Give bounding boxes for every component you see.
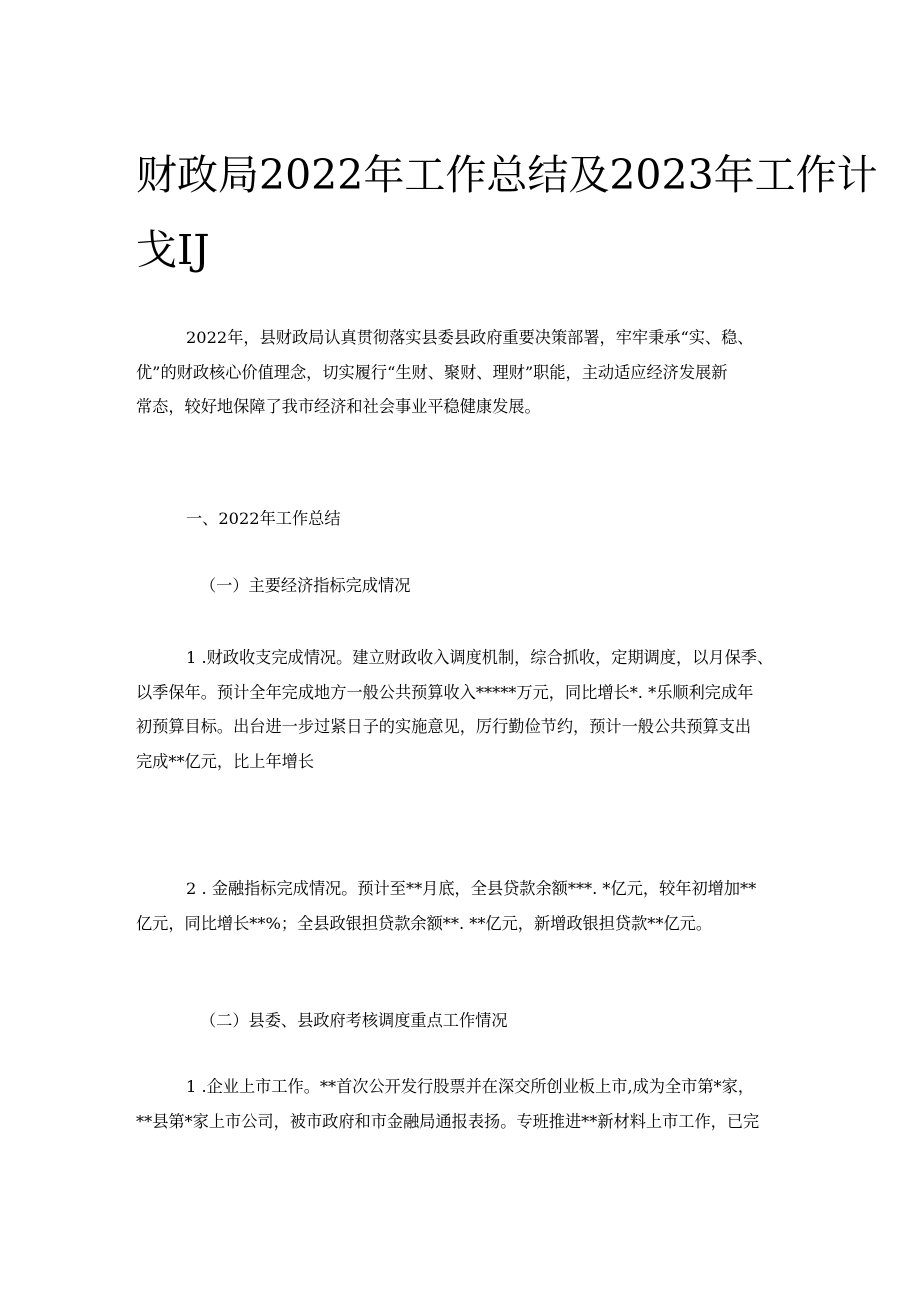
intro-paragraph: [136, 321, 796, 425]
section-heading: 一、2022年工作总结: [186, 509, 341, 528]
financial-indicators-paragraph: [136, 872, 796, 941]
subsection-heading: （二）县委、县政府考核调度重点工作情况: [200, 1011, 508, 1030]
document-title-line-2: 戈IJ: [136, 226, 210, 274]
paragraph-line: 初预算目标。出台进一步过紧日子的实施意见，厉行勤俭节约，预计一般公共预算支出: [136, 717, 752, 737]
paragraph-line: 2 . 金融指标完成情况。预计至**月底，全县贷款余额***. *亿元，较年初增加**: [186, 879, 757, 898]
paragraph-line: 完成**亿元，比上年增长: [136, 752, 315, 772]
paragraph-line: 以季保年。预计全年完成地方一般公共预算收入*****万元，同比增长*. *乐顺利完成年: [136, 682, 754, 702]
listing-work-paragraph: [136, 1070, 796, 1139]
paragraph-line: **县第*家上市公司，被市政府和市金融局通报表扬。专班推进**新材料上市工作，已完: [136, 1111, 760, 1131]
paragraph-line: 常态，较好地保障了我市经济和社会事业平稳健康发展。: [136, 397, 541, 417]
financial-revenue-paragraph: [136, 641, 796, 780]
paragraph-line: 优”的财政核心价值理念，切实履行“生财、聚财、理财”职能，主动适应经济发展新: [136, 362, 728, 382]
document-title-line-1: 财政局2022年工作总结及2023年工作计: [136, 151, 878, 199]
paragraph-line: 1 .财政收支完成情况。建立财政收入调度机制，综合抓收，定期调度，以月保季、: [186, 648, 774, 667]
paragraph-line: 2022年，县财政局认真贯彻落实县委县政府重要决策部署，牢牢秉承“实、稳、: [186, 328, 754, 347]
subsection-heading: （一）主要经济指标完成情况: [200, 576, 411, 595]
paragraph-line: 亿元，同比增长**%；全县政银担贷款余额**. **亿元，新增政银担贷款**亿元。: [136, 913, 713, 933]
paragraph-line: 1 .企业上市工作。**首次公开发行股票并在深交所创业板上市,成为全市第*家，: [186, 1077, 755, 1096]
